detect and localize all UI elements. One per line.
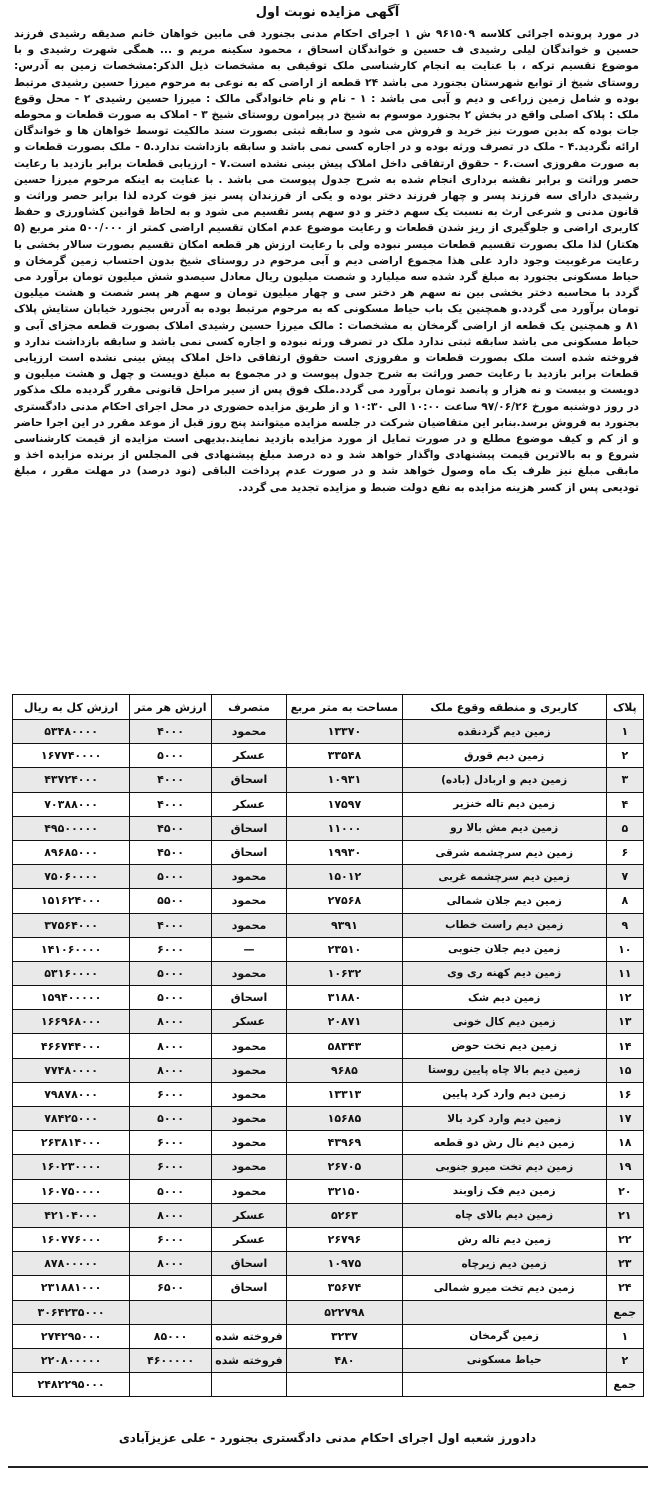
cell-plak: ۱ (606, 720, 643, 744)
table-row (13, 1131, 644, 1155)
cell-total-value: ۱۶۶۹۶۸۰۰۰ (13, 1010, 130, 1034)
cell-total-value: ۴۳۷۲۴۰۰۰ (13, 768, 130, 792)
cell-total-value: ۷۸۴۲۵۰۰۰ (13, 1107, 130, 1131)
cell-unit-value: ۸۰۰۰ (130, 1034, 212, 1058)
cell-occupant: محمود (211, 865, 286, 889)
notice-title: آگهی مزایده نوبت اول (255, 5, 400, 20)
table-row (13, 1010, 644, 1034)
cell-total-value: ۱۶۷۷۴۰۰۰۰ (13, 744, 130, 768)
table-row (13, 1348, 644, 1372)
cell-usage-location: زمین دیم قورق (402, 744, 606, 768)
table-row (13, 1179, 644, 1203)
table-row (13, 961, 644, 985)
cell-area: ۹۳۹۱ (287, 913, 403, 937)
table-row (13, 720, 644, 744)
cell-total-value: ۱۴۱۰۶۰۰۰۰ (13, 937, 130, 961)
cell-total-value: ۷۷۴۸۰۰۰۰ (13, 1058, 130, 1082)
cell-area: ۲۶۷۹۶ (287, 1227, 403, 1251)
header-occupant: متصرف (211, 695, 286, 720)
cell-area: ۱۳۳۱۳ (287, 1082, 403, 1106)
cell-occupant: اسحاق (211, 1252, 286, 1276)
cell-total-value: ۱۶۰۲۳۰۰۰۰ (13, 1155, 130, 1179)
cell-plak: ۱ (606, 1324, 643, 1348)
table-row (13, 1203, 644, 1227)
table-row (13, 865, 644, 889)
cell-usage-location: زمین دیم تاله خنزیر (402, 792, 606, 816)
cell-plak: ۱۴ (606, 1034, 643, 1058)
cell-usage-location: زمین دیم سرچشمه شرقی (402, 840, 606, 864)
cell-total-value: ۵۳۴۸۰۰۰۰ (13, 720, 130, 744)
cell-plak: ۲ (606, 744, 643, 768)
cell-total-value: ۳۰۶۴۲۳۵۰۰۰ (13, 1300, 130, 1324)
cell-occupant: — (211, 937, 286, 961)
cell-usage-location: زمین دیم نال رش دو قطعه (402, 1131, 606, 1155)
cell-area: ۱۰۹۷۵ (287, 1252, 403, 1276)
cell-occupant: محمود (211, 889, 286, 913)
cell-plak: ۳ (606, 768, 643, 792)
header-total-value: ارزش کل به ریال (13, 695, 130, 720)
cell-unit-value: ۵۰۰۰ (130, 1107, 212, 1131)
cell-occupant: محمود (211, 1131, 286, 1155)
cell-total-value: ۱۶۰۷۷۶۰۰۰ (13, 1227, 130, 1251)
cell-area: ۴۸۰ (287, 1348, 403, 1372)
cell-usage-location: زمین دیم کال خونی (402, 1010, 606, 1034)
table-body (13, 720, 644, 1397)
cell-area: ۴۳۹۶۹ (287, 1131, 403, 1155)
table-row (13, 744, 644, 768)
cell-usage-location: زمین دیم وارد کرد پایین (402, 1082, 606, 1106)
cell-total-value: ۸۷۸۰۰۰۰۰ (13, 1252, 130, 1276)
cell-usage-location: زمین دیم کهنه ری وی (402, 961, 606, 985)
cell-area: ۱۳۳۷۰ (287, 720, 403, 744)
cell-usage-location: زمین دیم راست خطاب (402, 913, 606, 937)
cell-area: ۳۱۸۸۰ (287, 986, 403, 1010)
cell-area: ۵۸۳۴۳ (287, 1034, 403, 1058)
cell-plak: ۴ (606, 792, 643, 816)
table-sum-row (13, 1373, 644, 1397)
cell-unit-value (130, 1300, 212, 1324)
cell-occupant: فروخته شده (211, 1348, 286, 1372)
cell-occupant (211, 1373, 286, 1397)
table-row (13, 1252, 644, 1276)
cell-usage-location: زمین دیم بالای چاه (402, 1203, 606, 1227)
table-row (13, 816, 644, 840)
cell-total-value: ۷۰۳۸۸۰۰۰ (13, 792, 130, 816)
cell-unit-value: ۴۵۰۰ (130, 840, 212, 864)
cell-unit-value: ۵۰۰۰ (130, 744, 212, 768)
cell-plak: ۱۷ (606, 1107, 643, 1131)
cell-area: ۱۰۶۳۲ (287, 961, 403, 985)
cell-usage-location (402, 1373, 606, 1397)
header-usage-location: کاربری و منطقه وقوع ملک (402, 695, 606, 720)
cell-total-value: ۲۲۰۸۰۰۰۰۰ (13, 1348, 130, 1372)
cell-usage-location: زمین دیم تخت حوض (402, 1034, 606, 1058)
cell-unit-value: ۵۵۰۰ (130, 889, 212, 913)
cell-plak: ۲۳ (606, 1252, 643, 1276)
cell-plak: ۱۰ (606, 937, 643, 961)
table-row (13, 913, 644, 937)
cell-total-value: ۷۹۸۷۸۰۰۰ (13, 1082, 130, 1106)
cell-usage-location: زمین دیم فک زاوبند (402, 1179, 606, 1203)
cell-occupant: اسحاق (211, 1276, 286, 1300)
cell-unit-value: ۴۶۰۰۰۰۰ (130, 1348, 212, 1372)
cell-usage-location: زمین دیم مش بالا رو (402, 816, 606, 840)
table-row (13, 889, 644, 913)
cell-occupant: محمود (211, 1082, 286, 1106)
cell-usage-location: زمین دیم جلان جنوبی (402, 937, 606, 961)
cell-plak: ۲ (606, 1348, 643, 1372)
table-row (13, 1227, 644, 1251)
table-row (13, 986, 644, 1010)
cell-plak: ۷ (606, 865, 643, 889)
cell-total-value: ۵۳۱۶۰۰۰۰ (13, 961, 130, 985)
cell-area: ۱۷۵۹۷ (287, 792, 403, 816)
cell-area: ۹۶۸۵ (287, 1058, 403, 1082)
cell-unit-value: ۵۰۰۰ (130, 865, 212, 889)
cell-plak: ۱۹ (606, 1155, 643, 1179)
cell-usage-location: زمین دیم شک (402, 986, 606, 1010)
cell-area: ۵۲۲۷۹۸ (287, 1300, 403, 1324)
cell-unit-value: ۶۰۰۰ (130, 1131, 212, 1155)
cell-area: ۳۵۶۷۴ (287, 1276, 403, 1300)
cell-unit-value: ۵۰۰۰ (130, 1179, 212, 1203)
cell-unit-value: ۸۵۰۰۰ (130, 1324, 212, 1348)
cell-unit-value: ۶۰۰۰ (130, 1082, 212, 1106)
cell-plak: ۲۰ (606, 1179, 643, 1203)
cell-occupant: اسحاق (211, 816, 286, 840)
table-row (13, 1155, 644, 1179)
cell-occupant: محمود (211, 913, 286, 937)
table-sum-row (13, 1300, 644, 1324)
cell-plak: ۵ (606, 816, 643, 840)
cell-occupant: محمود (211, 1155, 286, 1179)
cell-plak: ۱۵ (606, 1058, 643, 1082)
cell-plak: ۲۴ (606, 1276, 643, 1300)
cell-occupant: عسکر (211, 792, 286, 816)
cell-occupant (211, 1300, 286, 1324)
cell-unit-value: ۶۰۰۰ (130, 937, 212, 961)
cell-unit-value: ۸۰۰۰ (130, 1010, 212, 1034)
cell-total-value: ۴۶۶۷۴۴۰۰۰ (13, 1034, 130, 1058)
cell-area: ۱۱۰۰۰ (287, 816, 403, 840)
table-row (13, 792, 644, 816)
cell-occupant: محمود (211, 1107, 286, 1131)
cell-total-value: ۸۹۶۸۵۰۰۰ (13, 840, 130, 864)
cell-area: ۱۰۹۳۱ (287, 768, 403, 792)
cell-total-value: ۳۷۵۶۴۰۰۰ (13, 913, 130, 937)
bottom-divider (8, 1466, 648, 1468)
table-row (13, 1034, 644, 1058)
cell-plak: ۲۲ (606, 1227, 643, 1251)
table-row (13, 1082, 644, 1106)
cell-plak: ۱۸ (606, 1131, 643, 1155)
cell-usage-location: زمین دیم جلان شمالی (402, 889, 606, 913)
table-row (13, 768, 644, 792)
cell-unit-value: ۴۰۰۰ (130, 792, 212, 816)
table-row (13, 1324, 644, 1348)
header-unit-value: ارزش هر متر (130, 695, 212, 720)
cell-area: ۲۷۵۶۸ (287, 889, 403, 913)
header-plak: پلاک (606, 695, 643, 720)
cell-usage-location: زمین گرمخان (402, 1324, 606, 1348)
cell-occupant: محمود (211, 1058, 286, 1082)
cell-occupant: محمود (211, 1034, 286, 1058)
property-table (12, 694, 644, 1397)
cell-unit-value: ۸۰۰۰ (130, 1058, 212, 1082)
cell-usage-location: زمین دیم گردنقده (402, 720, 606, 744)
cell-plak: ۱۲ (606, 986, 643, 1010)
notice-signature: دادورز شعبه اول اجرای احکام مدنی دادگستری بجنورد - علی عزیزآبادی (118, 1431, 537, 1445)
cell-unit-value: ۶۰۰۰ (130, 1155, 212, 1179)
cell-unit-value: ۴۵۰۰ (130, 816, 212, 840)
cell-usage-location: زمین دیم تاله رش (402, 1227, 606, 1251)
cell-total-value: ۱۵۹۴۰۰۰۰۰ (13, 986, 130, 1010)
cell-plak: ۹ (606, 913, 643, 937)
cell-unit-value: ۴۰۰۰ (130, 768, 212, 792)
cell-occupant: عسکر (211, 1227, 286, 1251)
cell-occupant: فروخته شده (211, 1324, 286, 1348)
cell-usage-location: زمین دیم و اربادل (باده) (402, 768, 606, 792)
cell-area: ۳۲۳۷ (287, 1324, 403, 1348)
cell-total-value: ۱۶۰۷۵۰۰۰۰ (13, 1179, 130, 1203)
cell-total-value: ۴۲۱۰۴۰۰۰ (13, 1203, 130, 1227)
cell-plak: ۱۱ (606, 961, 643, 985)
cell-total-value: ۲۷۴۲۹۵۰۰۰ (13, 1324, 130, 1348)
cell-area: ۱۵۶۸۵ (287, 1107, 403, 1131)
cell-usage-location: زمین دیم بالا چاه پایین روستا (402, 1058, 606, 1082)
cell-plak: ۲۱ (606, 1203, 643, 1227)
cell-unit-value: ۸۰۰۰ (130, 1252, 212, 1276)
cell-usage-location: زمین دیم زیرچاه (402, 1252, 606, 1276)
cell-unit-value: ۶۰۰۰ (130, 1227, 212, 1251)
cell-unit-value: ۵۰۰۰ (130, 986, 212, 1010)
cell-unit-value: ۶۵۰۰ (130, 1276, 212, 1300)
cell-occupant: محمود (211, 720, 286, 744)
cell-unit-value: ۴۰۰۰ (130, 913, 212, 937)
cell-unit-value: ۵۰۰۰ (130, 961, 212, 985)
cell-usage-location: زمین دیم سرچشمه غربی (402, 865, 606, 889)
cell-occupant: محمود (211, 961, 286, 985)
cell-area: ۳۲۱۵۰ (287, 1179, 403, 1203)
table-row (13, 937, 644, 961)
cell-area: ۵۲۶۳ (287, 1203, 403, 1227)
cell-usage-location: حیاط مسکونی (402, 1348, 606, 1372)
cell-plak: ۸ (606, 889, 643, 913)
cell-unit-value: ۴۰۰۰ (130, 720, 212, 744)
table-row (13, 840, 644, 864)
cell-occupant: عسکر (211, 1010, 286, 1034)
cell-usage-location: زمین دیم تخت میرو جنوبی (402, 1155, 606, 1179)
cell-area: ۱۹۹۳۰ (287, 840, 403, 864)
cell-plak: ۶ (606, 840, 643, 864)
cell-plak: جمع (606, 1373, 643, 1397)
cell-occupant: اسحاق (211, 840, 286, 864)
cell-usage-location: زمین دیم وارد کرد بالا (402, 1107, 606, 1131)
cell-unit-value (130, 1373, 212, 1397)
cell-area (287, 1373, 403, 1397)
cell-total-value: ۲۶۳۸۱۴۰۰۰ (13, 1131, 130, 1155)
cell-area: ۳۳۵۴۸ (287, 744, 403, 768)
cell-total-value: ۷۵۰۶۰۰۰۰ (13, 865, 130, 889)
header-area: مساحت به متر مربع (287, 695, 403, 720)
cell-usage-location: زمین دیم تخت میرو شمالی (402, 1276, 606, 1300)
cell-area: ۲۳۵۱۰ (287, 937, 403, 961)
cell-plak: جمع (606, 1300, 643, 1324)
cell-occupant: عسکر (211, 744, 286, 768)
cell-area: ۲۰۸۷۱ (287, 1010, 403, 1034)
cell-total-value: ۴۹۵۰۰۰۰۰ (13, 816, 130, 840)
table-row (13, 1058, 644, 1082)
table-header-row (13, 695, 644, 720)
cell-occupant: محمود (211, 1179, 286, 1203)
cell-occupant: اسحاق (211, 768, 286, 792)
cell-plak: ۱۳ (606, 1010, 643, 1034)
table-row (13, 1276, 644, 1300)
cell-total-value: ۲۳۱۸۸۱۰۰۰ (13, 1276, 130, 1300)
cell-total-value: ۲۴۸۲۲۹۵۰۰۰ (13, 1373, 130, 1397)
cell-total-value: ۱۵۱۶۲۴۰۰۰ (13, 889, 130, 913)
notice-body-text: در مورد پرونده اجرائی کلاسه ۹۶۱۵۰۹ ش ۱ اجرای احکام مدنی بجنورد فی مابین خواهان خانم صدیقه رشیدی فرزند حسین و خواندگان لیلی رشیدی ف حسین و خواندگان اسحاق ، محمود سکینه مریم و ... همگی شهرت رشیدی و با موضوع تقسیم ترکه ، با عنایت به انجام کارشناسی ملک توقیفی به مشخصات ذیل الذکر:مشخصات زمین به آدرس: روستای شیخ از توابع شهرستان بجنورد می باشد ۲۴ قطعه از اراضی که به نوعی به مرحوم میرزا حسین رشیدی مرتبط بوده و شامل زمین زراعی و دیم و آبی می باشد : ۱ - نام و نام خانوادگی مالک : میرزا حسین رشیدی ۲ - محل وقوع ملک : پلاک اصلی واقع در بخش ۲ بجنورد موسوم به شیخ در پیرامون روستای شیخ ۳ - املاک به صورت قطعات و محوطه جات بوده که بدین صورت نیز خرید و فروش می شود و سابقه ثبتی بصورت سند مالکیت توسط خواهان ها و خواندگان ارائه نگردید.۴ - ملک در تصرف ورثه بوده و در اجاره کسی نمی باشد و سابقه بازداشت ندارد.۵ - ملک بصورت قطعات و به صورت مفروزی است.۶ - حقوق ارتفاقی داخل املاک پیش بینی نشده است.۷ - ارزیابی قطعات برابر بازدید با رعایت حصر وراثت و برابر نقشه برداری انجام شده به شرح جدول پیوست می باشد . با عنایت به اینکه مرحوم میرزا حسین رشیدی دارای سه فرزند پسر و چهار فرزند دختر بوده و یکی از فرزندان پسر نیز فوت کرده لذا برابر حصر وراثت و قانون مدنی و شرعی ارث به نسبت یک سهم دختر و دو سهم پسر تقسیم می شود و به لحاظ قوانین کشاورزی و حفظ کاربری اراضی و جلوگیری از ریز شدن قطعات و رعایت موضوع عدم امکان تقسیم اراضی کمتر از ۵۰۰/۰۰۰ متر مربع (۵ هکتار) لذا ملک بصورت تقسیم قطعات میسر نبوده ولی با رعایت ارزش هر قطعه امکان تقسیم بصورت سالار بخشی با رعایت مرغوبیت وجود دارد علی هذا مجموع اراضی دیم و آبی مرحوم در روستای شیخ بدون احتساب زمین گرمخان و حیاط مسکونی بجنورد به مبلغ گرد شده سه میلیارد و شصت میلیون ریال معادل سیصدو شش میلیون تومان برآورد می گردد با محاسبه دختر بخشی بین نه سهم هر دختر سی و چهار میلیون تومان و سهم هر پسر شصت و هشت میلیون تومان برآورد می گردد.و همچنین یک باب حیاط مسکونی که به مرحوم مرتبط بوده به آدرس بجنورد خیابان ستایش پلاک ۸۱ و همچنین یک قطعه از اراضی گرمخان به مشخصات : مالک میرزا حسین رشیدی املاک بصورت قطعه مجزای آبی و حیاط مسکونی می باشد سابقه ثبتی ندارد ملک در تصرف ورثه نبوده و اجاره کسی نمی باشد و سابقه بازداشت ندارد و فروخته شده است ملک بصورت قطعات و مفروزی است حقوق ارتفاقی داخل املاک پیش بینی نشده است ارزیابی قطعات برابر بازدید با رعایت حصر وراثت به شرح جدول پیوست و در مجموع به مبلغ دویست و چهل و هشت میلیون و دویست و بیست و نه هزار و پانصد تومان برآورد می گردد.ملک فوق پس از سیر مراحل قانونی مقرر گردیده ملک مذکور در روز دوشنبه مورخ ۹۷/۰۶/۲۶ ساعت ۱۰:۰۰ الی ۱۰:۳۰ و از طریق مزایده حضوری در محل اجرای احکام مدنی دادگستری بجنورد به فروش برسد.بنابر این متقاضیان شرکت در جلسه مزایده میتوانند پنج روز قبل از موعد مقرر در این اجرا حاضر و از کم و کیف موضوع مطلع و در صورت تمایل از مورد مزایده بازدید نمایند.بدیهی است مزایده از قیمت کارشناسی شروع و به بالاترین قیمت پیشنهادی واگذار خواهد شد و ده درصد مبلغ پیشنهادی فی المجلس از برنده مزایده اخذ و مابقی مبلغ نیز ظرف یک ماه وصول خواهد شد و در صورت عدم پرداخت الباقی (نود درصد) در مهلت مقرر ، مبلغ تودیعی پس از کسر هزینه مزایده به نفع دولت ضبط و مزایده تجدید می گردد. (14, 27, 639, 494)
cell-unit-value: ۸۰۰۰ (130, 1203, 212, 1227)
cell-usage-location (402, 1300, 606, 1324)
table-row (13, 1107, 644, 1131)
cell-area: ۱۵۰۱۲ (287, 865, 403, 889)
cell-occupant: عسکر (211, 1203, 286, 1227)
cell-occupant: اسحاق (211, 986, 286, 1010)
cell-plak: ۱۶ (606, 1082, 643, 1106)
cell-area: ۲۶۷۰۵ (287, 1155, 403, 1179)
